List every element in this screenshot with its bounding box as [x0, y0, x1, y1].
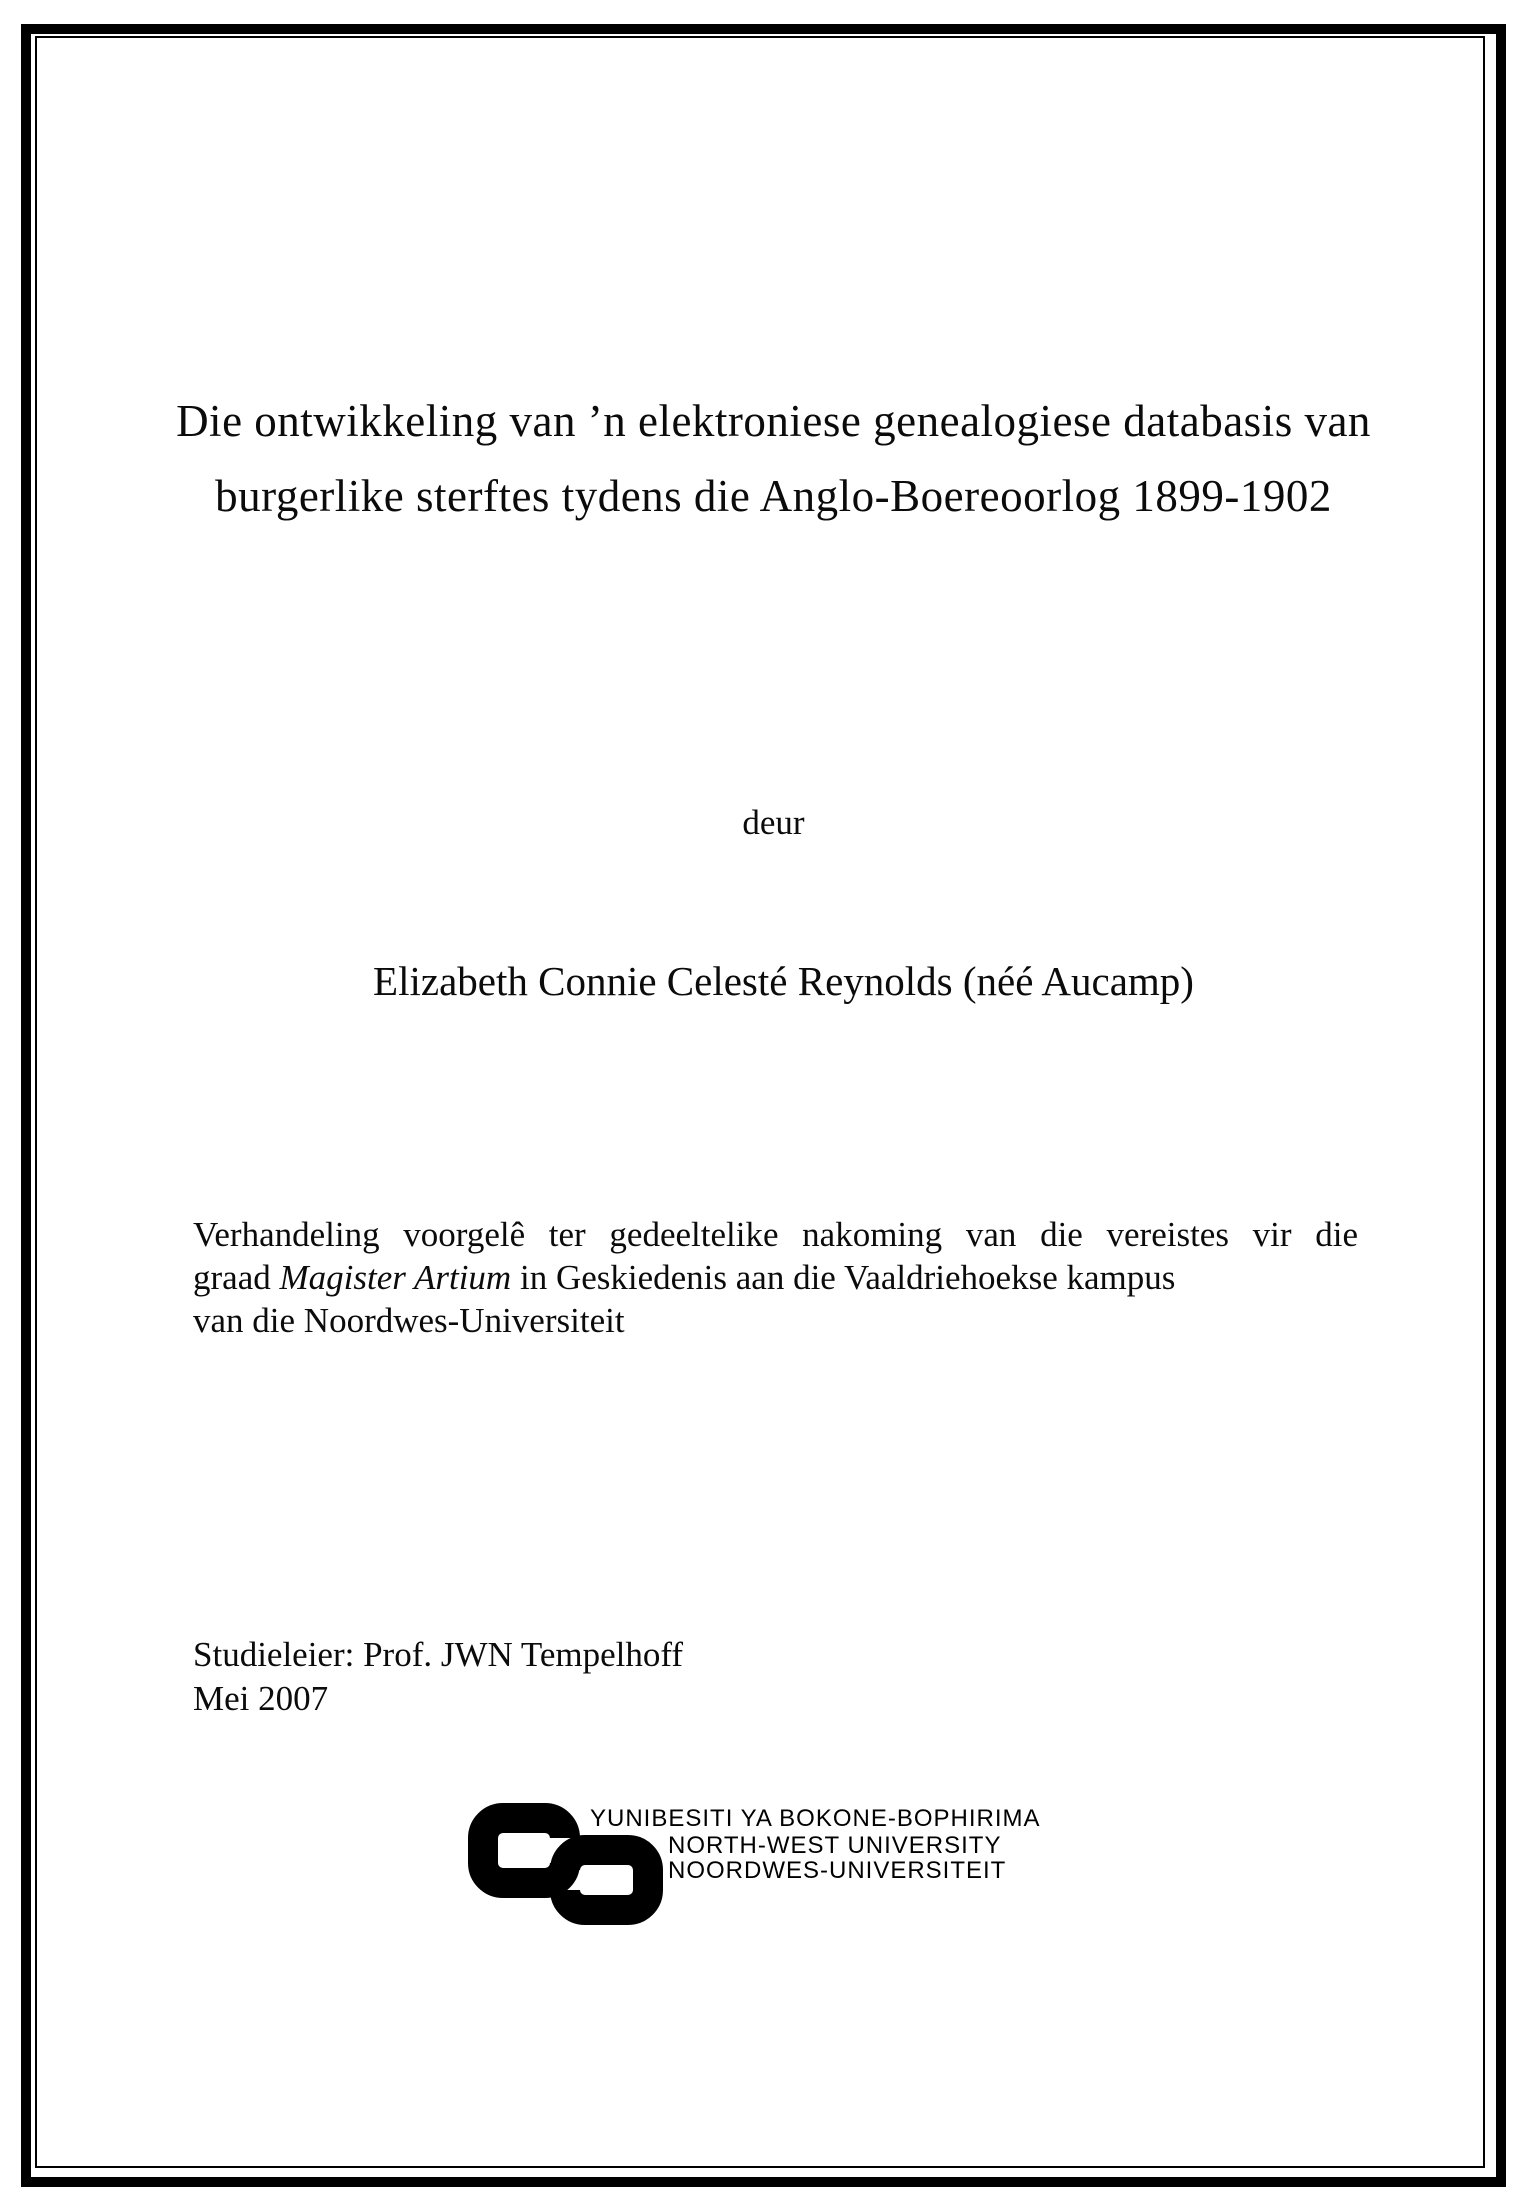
degree-name-italic: Magister Artium — [279, 1258, 512, 1297]
byline-label: deur — [742, 803, 805, 842]
degree-statement-line2-prefix: graad — [193, 1258, 280, 1297]
thesis-title-line1: Die ontwikkeling van ’n elektroniese genealogiese databasis van — [176, 396, 1371, 446]
degree-statement-line2-suffix: in Geskiedenis aan die Vaaldriehoekse kampus — [511, 1258, 1176, 1297]
date-line: Mei 2007 — [193, 1679, 329, 1718]
degree-statement-line1: Verhandeling voorgelê ter gedeeltelike nakoming van die vereistes vir die — [193, 1215, 1358, 1254]
logo-text-afrikaans: NOORDWES-UNIVERSITEIT — [668, 1857, 1007, 1884]
degree-statement-line2 — [193, 1256, 1358, 1299]
thesis-title — [20, 384, 1527, 534]
degree-statement-line3: van die Noordwes-Universiteit — [193, 1301, 625, 1340]
author-name: Elizabeth Connie Celesté Reynolds (néé Aucamp) — [373, 958, 1194, 1004]
supervisor-and-date — [193, 1633, 683, 1721]
supervisor-line: Studieleier: Prof. JWN Tempelhoff — [193, 1635, 684, 1674]
logo-text-setswana: YUNIBESITI YA BOKONE-BOPHIRIMA — [590, 1805, 1041, 1832]
thesis-title-line2: burgerlike sterftes tydens die Anglo-Boereoorlog 1899-1902 — [215, 471, 1332, 521]
logo-text-english: NORTH-WEST UNIVERSITY — [668, 1832, 1002, 1859]
degree-statement — [193, 1213, 1358, 1342]
